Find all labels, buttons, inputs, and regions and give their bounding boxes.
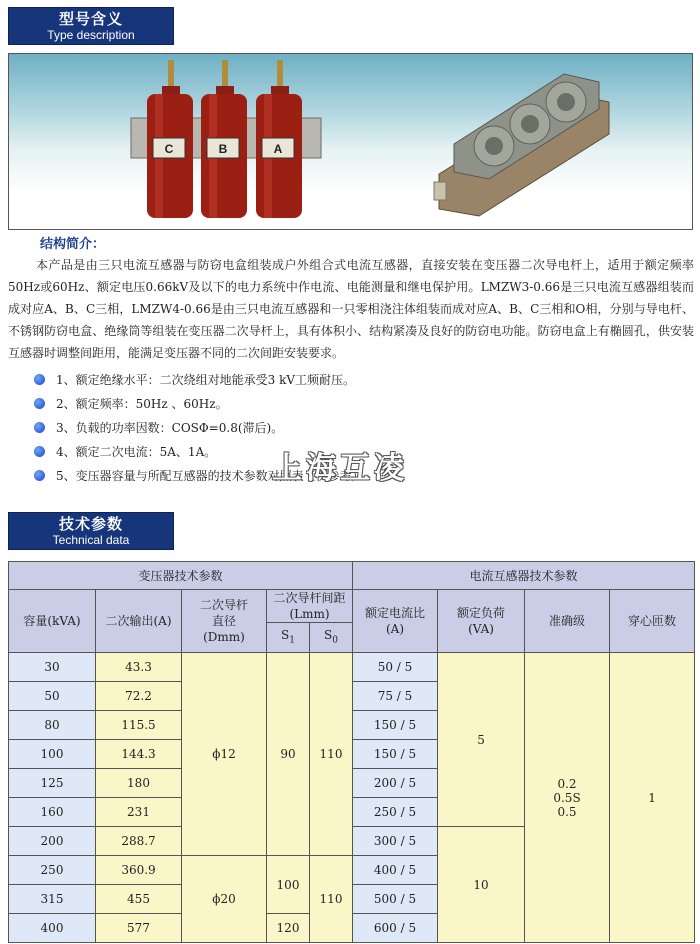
cell-ratio: 250 / 5 bbox=[353, 798, 438, 827]
phase-label-c: C bbox=[164, 142, 174, 156]
cell-capacity: 100 bbox=[9, 740, 96, 769]
anti-theft-box bbox=[434, 74, 609, 216]
header-s0-sub: 0 bbox=[332, 635, 338, 646]
header-s1-text: S bbox=[281, 627, 290, 642]
cell-output: 231 bbox=[96, 798, 182, 827]
header-s1 bbox=[267, 623, 310, 653]
cell-output: 43.3 bbox=[96, 653, 182, 682]
header-rated-load bbox=[438, 590, 525, 653]
bullet-icon bbox=[34, 470, 45, 481]
spec-text: 4、额定二次电流：5A、1A。 bbox=[56, 445, 217, 459]
cell-load: 10 bbox=[438, 827, 525, 943]
section-title-cn: 技术参数 bbox=[58, 515, 123, 533]
cell-output: 577 bbox=[96, 914, 182, 943]
transformer-phase-c bbox=[147, 60, 193, 218]
section-title-en: Technical data bbox=[52, 533, 130, 547]
cell-ratio: 75 / 5 bbox=[353, 682, 438, 711]
cell-capacity: 80 bbox=[9, 711, 96, 740]
cell-capacity: 400 bbox=[9, 914, 96, 943]
header-s1-sub: 1 bbox=[289, 635, 295, 646]
structure-intro-title: 结构简介： bbox=[40, 237, 106, 252]
bullet-icon bbox=[34, 422, 45, 433]
cell-rod-diameter: ϕ12 bbox=[182, 653, 267, 856]
cell-output: 455 bbox=[96, 885, 182, 914]
cell-s1: 100 bbox=[267, 856, 310, 914]
product-photo bbox=[8, 53, 693, 230]
cell-s0: 110 bbox=[310, 856, 353, 943]
cell-output: 288.7 bbox=[96, 827, 182, 856]
header-rod-line2: 直径 bbox=[211, 614, 236, 628]
cell-output: 180 bbox=[96, 769, 182, 798]
spec-text: 1、额定绝缘水平：二次绕组对地能承受3 kV工频耐压。 bbox=[56, 373, 356, 387]
section-title-cn: 型号含义 bbox=[58, 10, 123, 28]
cell-capacity: 125 bbox=[9, 769, 96, 798]
table-row bbox=[9, 653, 695, 682]
cell-s1: 120 bbox=[267, 914, 310, 943]
cell-ratio: 150 / 5 bbox=[353, 740, 438, 769]
spec-text: 3、负载的功率因数：COSΦ=0.8(滞后)。 bbox=[56, 421, 284, 435]
structure-intro-body: 本产品是由三只电流互感器与防窃电盒组装成户外组合式电流互感器，直接安装在变压器二次导电杆上，适用于额定频率50Hz或60Hz、额定电压0.66kV及以下的电力系统中作电流、电能测量和继电保护用。LMZW3-0.66是三只电流互感器组装而成对应A、B、C三相，LMZW4-0.66是由三只电流互感器和一只零相浇注体组装而成对应A、B、C三相和O相，分别与导电杆、不锈钢防窃电盒、绝缘筒等组装在变压器二次导杆上，具有体积小、结构紧凑及良好的防窃电功能。防窃电盒上有椭圆孔，供安装互感器时调整间距用，能满足变压器不同的二次间距安装要求。 bbox=[8, 258, 694, 360]
header-ratio-line1: 额定电流比 bbox=[365, 606, 426, 620]
cell-s0: 110 bbox=[310, 653, 353, 856]
header-s0 bbox=[310, 623, 353, 653]
header-accuracy: 准确级 bbox=[525, 590, 610, 653]
cell-ratio: 50 / 5 bbox=[353, 653, 438, 682]
cell-capacity: 30 bbox=[9, 653, 96, 682]
phase-label-a: A bbox=[273, 142, 283, 156]
cell-turns: 1 bbox=[610, 653, 695, 943]
transformer-phase-a bbox=[256, 60, 302, 218]
spec-text: 5、变压器容量与所配互感器的技术参数对照表（供参考） bbox=[56, 469, 364, 483]
header-rated-ratio bbox=[353, 590, 438, 653]
bullet-icon bbox=[34, 374, 45, 385]
cell-load: 5 bbox=[438, 653, 525, 827]
section-title-en: Type description bbox=[47, 28, 135, 42]
cell-s1: 90 bbox=[267, 653, 310, 856]
accuracy-line3: 0.5 bbox=[557, 804, 577, 819]
header-load-line1: 额定负荷 bbox=[457, 606, 506, 620]
list-item bbox=[34, 416, 364, 440]
cell-output: 115.5 bbox=[96, 711, 182, 740]
cell-ratio: 500 / 5 bbox=[353, 885, 438, 914]
cell-ratio: 150 / 5 bbox=[353, 711, 438, 740]
cell-capacity: 250 bbox=[9, 856, 96, 885]
cell-capacity: 315 bbox=[9, 885, 96, 914]
cell-capacity: 200 bbox=[9, 827, 96, 856]
cell-ratio: 600 / 5 bbox=[353, 914, 438, 943]
cell-accuracy bbox=[525, 653, 610, 943]
transformer-phase-b bbox=[201, 60, 247, 218]
header-s0-text: S bbox=[324, 627, 333, 642]
cell-capacity: 50 bbox=[9, 682, 96, 711]
cell-ratio: 400 / 5 bbox=[353, 856, 438, 885]
phase-label-b: B bbox=[218, 142, 228, 156]
header-load-line2: (VA) bbox=[468, 622, 494, 636]
header-rod-line3: (Dmm) bbox=[203, 630, 245, 644]
bullet-icon bbox=[34, 398, 45, 409]
cell-rod-diameter: ϕ20 bbox=[182, 856, 267, 943]
technical-data-table bbox=[8, 561, 695, 943]
bullet-icon bbox=[34, 446, 45, 457]
header-output: 二次输出(A) bbox=[96, 590, 182, 653]
header-spacing-line2: (Lmm) bbox=[289, 607, 330, 621]
header-spacing-line1: 二次导杆间距 bbox=[273, 591, 346, 605]
group-header-transformer: 变压器技术参数 bbox=[9, 562, 353, 590]
cell-ratio: 200 / 5 bbox=[353, 769, 438, 798]
header-turns: 穿心匝数 bbox=[610, 590, 695, 653]
header-rod-diameter bbox=[182, 590, 267, 653]
accuracy-line1: 0.2 bbox=[557, 776, 577, 791]
accuracy-line2: 0.5S bbox=[553, 790, 581, 805]
list-item bbox=[34, 392, 364, 416]
cell-output: 360.9 bbox=[96, 856, 182, 885]
group-header-ct: 电流互感器技术参数 bbox=[353, 562, 695, 590]
cell-output: 72.2 bbox=[96, 682, 182, 711]
cell-output: 144.3 bbox=[96, 740, 182, 769]
header-rod-line1: 二次导杆 bbox=[199, 598, 248, 612]
header-rod-spacing bbox=[267, 590, 353, 623]
cell-ratio: 300 / 5 bbox=[353, 827, 438, 856]
product-illustration bbox=[9, 54, 693, 230]
cell-capacity: 160 bbox=[9, 798, 96, 827]
company-watermark: 上海互凌 bbox=[272, 451, 408, 486]
header-capacity: 容量(kVA) bbox=[9, 590, 96, 653]
spec-text: 2、额定频率：50Hz 、60Hz。 bbox=[56, 397, 228, 411]
section-header-type-description bbox=[8, 7, 174, 45]
section-header-technical-data bbox=[8, 512, 174, 550]
header-ratio-line2: (A) bbox=[386, 622, 405, 636]
list-item bbox=[34, 368, 364, 392]
